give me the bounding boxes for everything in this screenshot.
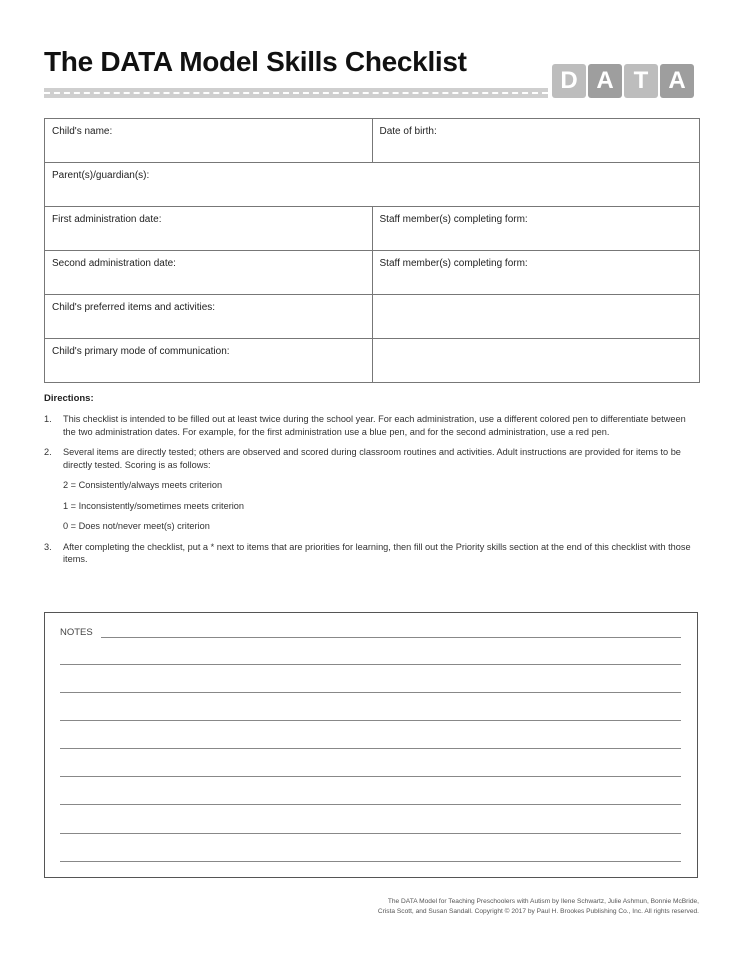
notes-line[interactable]	[60, 833, 681, 834]
preferred-items-label: Child's preferred items and activities:	[45, 295, 373, 339]
scoring-list	[63, 479, 694, 533]
notes-line[interactable]	[60, 720, 681, 721]
second-admin-date-field[interactable]: Second administration date:	[45, 251, 373, 295]
directions-list	[44, 413, 694, 574]
notes-line[interactable]	[101, 637, 681, 638]
notes-line[interactable]	[60, 664, 681, 665]
notes-label: NOTES	[60, 627, 93, 638]
childs-name-field[interactable]: Child's name:	[45, 119, 373, 163]
direction-item-1	[44, 413, 694, 438]
logo-tile-t: T	[624, 64, 658, 98]
direction-number: 1.	[44, 414, 52, 424]
notes-line[interactable]	[60, 804, 681, 805]
copyright-footer	[279, 897, 699, 917]
direction-item-3	[44, 541, 694, 566]
direction-text: This checklist is intended to be filled out at least twice during the school year. For each administration, use a different colored pen to differentiate between the two administration dates. For example, for the first administration use a blue pen, and for the second administration, use a red pen.	[63, 414, 686, 437]
notes-box[interactable]	[44, 612, 698, 878]
notes-line[interactable]	[60, 861, 681, 862]
logo-tile-a: A	[588, 64, 622, 98]
child-info-table	[44, 118, 700, 383]
notes-line[interactable]	[60, 748, 681, 749]
direction-item-2	[44, 446, 694, 471]
data-logo	[552, 64, 694, 98]
logo-tile-d: D	[552, 64, 586, 98]
score-2: 2 = Consistently/always meets criterion	[63, 480, 223, 490]
score-0: 0 = Does not/never meet(s) criterion	[63, 521, 210, 531]
page-title: The DATA Model Skills Checklist	[44, 46, 467, 77]
communication-mode-field[interactable]	[372, 339, 700, 383]
staff-second-field[interactable]: Staff member(s) completing form:	[372, 251, 700, 295]
preferred-items-field[interactable]	[372, 295, 700, 339]
parents-field[interactable]: Parent(s)/guardian(s):	[45, 163, 700, 207]
staff-first-field[interactable]: Staff member(s) completing form:	[372, 207, 700, 251]
date-of-birth-field[interactable]: Date of birth:	[372, 119, 700, 163]
footer-line-2: Crista Scott, and Susan Sandall. Copyright © 2017 by Paul H. Brookes Publishing Co., Inc. All rights reserved.	[377, 908, 699, 915]
notes-line[interactable]	[60, 776, 681, 777]
directions-heading: Directions:	[44, 393, 94, 404]
logo-tile-a2: A	[660, 64, 694, 98]
first-admin-date-field[interactable]: First administration date:	[45, 207, 373, 251]
direction-number: 2.	[44, 447, 52, 457]
title-underline	[44, 88, 548, 98]
direction-text: After completing the checklist, put a * next to items that are priorities for learning, then fill out the Priority skills section at the end of this checklist with those items.	[63, 541, 691, 564]
direction-number: 3.	[44, 541, 52, 552]
direction-text: Several items are directly tested; others are observed and scored during classroom routines and activities. Adult instructions are provided for items to be directly tested. Scoring is as follows:	[63, 447, 681, 470]
score-1: 1 = Inconsistently/sometimes meets criterion	[63, 500, 245, 511]
communication-mode-label: Child's primary mode of communication:	[45, 339, 373, 383]
notes-line[interactable]	[60, 692, 681, 693]
footer-line-1: The DATA Model for Teaching Preschoolers with Autism by Ilene Schwartz, Julie Ashmun, Bonnie McBride,	[387, 898, 699, 905]
